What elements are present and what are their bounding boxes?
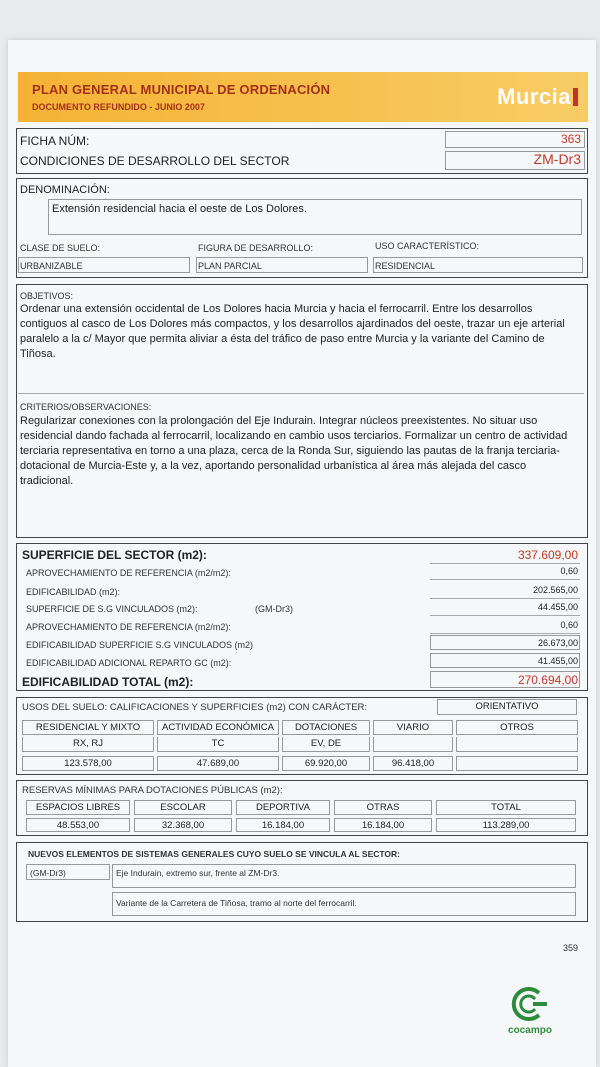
usos-col-code: TC (157, 737, 279, 752)
uso-caracteristico-label: USO CARACTERÍSTICO: (375, 241, 480, 251)
reservas-col-value: 48.553,00 (26, 818, 130, 832)
superficie-row-value: 0,60 (560, 566, 578, 576)
cocampo-logo-icon (509, 985, 551, 1023)
usos-caracter: ORIENTATIVO (475, 701, 539, 712)
cocampo-watermark (495, 985, 565, 1036)
usos-col-value: 96.418,00 (373, 756, 453, 771)
reservas-title: RESERVAS MÍNIMAS PARA DOTACIONES PÚBLICAS (m2): (22, 785, 283, 796)
usos-col-value (456, 756, 578, 771)
document-header (18, 72, 588, 122)
ficha-num-value: 363 (560, 132, 581, 146)
nuevos-line2: Variante de la Carretera de Tiñosa, tramo al norte del ferrocarril. (116, 898, 357, 908)
superficie-row-value: 202.565,00 (532, 585, 578, 595)
usos-col-header: DOTACIONES (282, 720, 370, 735)
clase-suelo-value: URBANIZABLE (20, 261, 83, 271)
usos-col-header: RESIDENCIAL Y MIXTO (22, 720, 154, 735)
usos-col-value: 47.689,00 (157, 756, 279, 771)
usos-col-value: 123.578,00 (22, 756, 154, 771)
superficie-row-label: EDIFICABILIDAD (m2): (26, 587, 121, 597)
objetivos-label: OBJETIVOS: (20, 291, 74, 301)
usos-col-header: OTROS (456, 720, 578, 735)
figura-desarrollo-label: FIGURA DE DESARROLLO: (198, 243, 314, 253)
figura-desarrollo-value: PLAN PARCIAL (198, 261, 262, 271)
clase-suelo-label: CLASE DE SUELO: (20, 243, 101, 253)
superficie-row-value: 26.673,00 (537, 638, 578, 648)
usos-col-code: RX, RJ (22, 737, 154, 752)
row-line (430, 579, 580, 580)
reservas-col-header: ESPACIOS LIBRES (26, 800, 130, 815)
criterios-text: Regularizar conexiones con la prolongación del Eje Indurain. Integrar núcleos preexistentes. No situar uso residencial dando fachada al ferrocarril, localizando en cambio usos terciarios. Formalizar un centro de actividad terciaria representativa en torno a una plaza, cerca de la Ronda Sur, siguiendo las pautas de la franja terciaria-dotacional de Murcia-Este y, a la vez, aportando personalidad urbanística al área más alejada del casco tradicional. (20, 415, 568, 487)
murcia-logo (497, 84, 578, 110)
reservas-col-value: 113.289,00 (436, 818, 576, 832)
condiciones-value: ZM-Dr3 (533, 151, 581, 167)
reservas-col-value: 16.184,00 (236, 818, 330, 832)
row-line (430, 633, 580, 634)
reservas-col-value: 16.184,00 (334, 818, 432, 832)
row-line (430, 615, 580, 616)
ficha-num-label: FICHA NÚM: (20, 134, 90, 148)
superficie-row-value: 0,60 (560, 620, 578, 630)
denominacion-label: DENOMINACIÓN: (20, 184, 110, 196)
usos-col-code: EV, DE (282, 737, 370, 752)
superficie-title: SUPERFICIE DEL SECTOR (m2): (22, 548, 207, 562)
edificabilidad-total-value: 270.694,00 (517, 673, 578, 687)
document-title: PLAN GENERAL MUNICIPAL DE ORDENACIÓN (32, 82, 331, 97)
edificabilidad-total-label: EDIFICABILIDAD TOTAL (m2): (22, 675, 194, 689)
objetivos-divider (18, 393, 584, 394)
row-line (430, 598, 580, 599)
nuevos-line1: Eje Indurain, extremo sur, frente al ZM-Dr3. (116, 868, 280, 878)
denominacion-value: Extensión residencial hacia el oeste de Los Dolores. (52, 203, 307, 215)
superficie-row-value: 41.455,00 (537, 656, 578, 666)
superficie-title-value: 337.609,00 (517, 548, 578, 562)
superficie-row-extra: (GM-Dr3) (255, 604, 293, 614)
page-number: 359 (563, 943, 579, 953)
superficie-title-line (430, 563, 580, 564)
objetivos-text: Ordenar una extensión occidental de Los Dolores hacia Murcia y hacia el ferrocarril. Entre los desarrollos contiguos al casco de Los Dolores más compactos, y los desarrollos ajardinados del oeste, trazar un eje arterial paralelo a la c/ Mayor que permita aliviar a ésta del tráfico de paso entre Murcia y la variante del Camino de Tiñosa. (20, 303, 565, 360)
logo-text: Murcia (497, 84, 571, 109)
usos-col-value: 69.920,00 (282, 756, 370, 771)
usos-title: USOS DEL SUELO: CALIFICACIONES Y SUPERFICIES (m2) CON CARÁCTER: (22, 702, 368, 713)
reservas-col-header: ESCOLAR (134, 800, 232, 815)
reservas-col-header: TOTAL (436, 800, 576, 815)
superficie-row-label: APROVECHAMIENTO DE REFERENCIA (m2/m2): (26, 622, 231, 632)
superficie-row-value: 44.455,00 (537, 602, 578, 612)
superficie-row-label: SUPERFICIE DE S.G VINCULADOS (m2): (26, 604, 198, 614)
superficie-row-label: APROVECHAMIENTO DE REFERENCIA (m2/m2): (26, 568, 231, 578)
usos-col-code (456, 737, 578, 752)
condiciones-label: CONDICIONES DE DESARROLLO DEL SECTOR (20, 154, 290, 168)
nuevos-title: NUEVOS ELEMENTOS DE SISTEMAS GENERALES CUYO SUELO SE VINCULA AL SECTOR: (28, 849, 401, 859)
reservas-col-value: 32.368,00 (134, 818, 232, 832)
usos-col-header: VIARIO (373, 720, 453, 735)
usos-col-header: ACTIVIDAD ECONÓMICA (157, 720, 279, 735)
nuevos-code: (GM-Dr3) (30, 868, 66, 878)
brand-name: cocampo (508, 1025, 552, 1036)
reservas-col-header: DEPORTIVA (236, 800, 330, 815)
usos-col-code (373, 737, 453, 752)
superficie-row-label: EDIFICABILIDAD ADICIONAL REPARTO GC (m2): (26, 658, 232, 668)
reservas-col-header: OTRAS (334, 800, 432, 815)
criterios-label: CRITERIOS/OBSERVACIONES: (20, 402, 152, 412)
usos-caracter-field (437, 699, 577, 715)
superficie-row-label: EDIFICABILIDAD SUPERFICIE S.G VINCULADOS (m2) (26, 640, 254, 650)
document-subtitle: DOCUMENTO REFUNDIDO - JUNIO 2007 (32, 102, 205, 112)
logo-mark-icon (573, 88, 578, 106)
uso-caracteristico-value: RESIDENCIAL (375, 261, 436, 271)
